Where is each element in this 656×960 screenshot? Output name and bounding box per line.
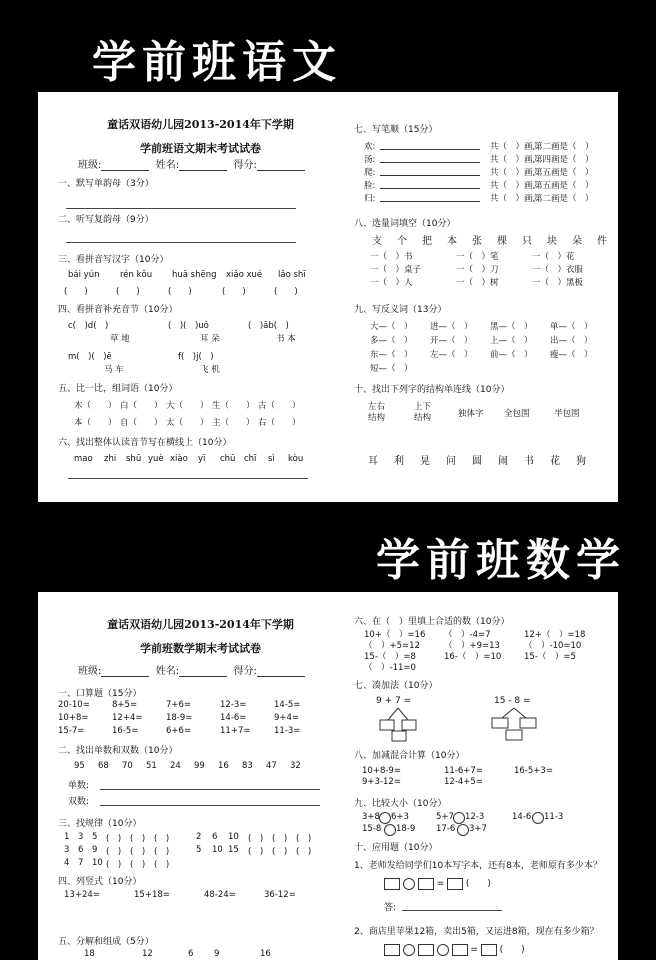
pattern-blank[interactable]: ( ) bbox=[296, 834, 312, 844]
oral-problem[interactable]: 7+6= bbox=[166, 700, 192, 710]
measure-word: 支 bbox=[372, 236, 383, 247]
measure-word: 件 bbox=[597, 236, 608, 247]
measure-blank[interactable]: 一（ ）笔 bbox=[456, 252, 499, 262]
section-3-title: 三、找规律（10分） bbox=[58, 819, 142, 829]
word: 草 地 bbox=[110, 334, 130, 344]
fill-problem[interactable]: 10+（ ）=16 bbox=[364, 630, 426, 640]
stroke-line[interactable] bbox=[380, 175, 480, 176]
structure-type[interactable]: 左右 结构 bbox=[368, 402, 386, 423]
stroke-char: 爬: bbox=[364, 168, 376, 178]
oral-problem[interactable]: 20-10= bbox=[58, 700, 90, 710]
number: 99 bbox=[194, 761, 205, 771]
pattern-blank[interactable]: ( ) bbox=[154, 860, 170, 870]
syllable: chī bbox=[244, 454, 257, 464]
structure-char[interactable]: 晃 bbox=[420, 456, 431, 467]
pattern-blank[interactable]: ( ) bbox=[130, 834, 146, 844]
number: 70 bbox=[122, 761, 133, 771]
structure-type[interactable]: 独体字 bbox=[458, 409, 484, 419]
antonym-item[interactable]: 瘦—（ ） bbox=[550, 350, 593, 360]
compare-left: 15-8 bbox=[362, 824, 382, 834]
measure-blank[interactable]: 一（ ）刀 bbox=[456, 265, 499, 275]
compare-item[interactable]: 右（ ） bbox=[258, 418, 301, 428]
compare-left: 14-6 bbox=[512, 812, 532, 822]
pattern-blank[interactable]: ( ) bbox=[130, 860, 146, 870]
measure-word: 张 bbox=[472, 236, 483, 247]
antonym-item[interactable]: 东—（ ） bbox=[370, 350, 413, 360]
equation-row bbox=[384, 942, 525, 956]
stroke-line[interactable] bbox=[380, 149, 480, 150]
oral-problem[interactable]: 10+8= bbox=[58, 713, 89, 723]
pattern-value: 7 bbox=[78, 858, 84, 868]
mixed-problem[interactable]: 16-5+3= bbox=[514, 766, 553, 776]
connector-line bbox=[398, 708, 408, 720]
oral-problem[interactable]: 18-9= bbox=[166, 713, 193, 723]
fill-problem[interactable]: 15-（ ）=8 bbox=[364, 652, 416, 662]
answer-line[interactable] bbox=[66, 208, 296, 209]
stroke-total[interactable]: 共（ ）画, bbox=[490, 142, 536, 152]
name-label: 姓名: bbox=[155, 160, 180, 171]
compare-circle[interactable] bbox=[384, 824, 396, 836]
measure-blank[interactable]: 一（ ）书 bbox=[370, 252, 413, 262]
compare-item[interactable]: 自（ ） bbox=[120, 418, 163, 428]
answer-box[interactable] bbox=[380, 720, 394, 730]
pattern-blank[interactable]: ( ) bbox=[272, 834, 288, 844]
score-field[interactable] bbox=[257, 667, 305, 677]
oral-problem[interactable]: 6+6= bbox=[166, 726, 192, 736]
structure-type[interactable]: 上下 结构 bbox=[414, 402, 432, 423]
class-label: 班级: bbox=[78, 160, 102, 171]
stroke-line[interactable] bbox=[380, 201, 480, 202]
measure-word: 只 bbox=[522, 236, 533, 247]
measure-blank[interactable]: 一（ ）人 bbox=[370, 278, 413, 288]
compare-item[interactable]: 太（ ） bbox=[166, 418, 209, 428]
school-title: 童话双语幼儿园2013-2014年下学期 bbox=[107, 118, 294, 131]
oral-problem[interactable]: 11+7= bbox=[220, 726, 251, 736]
operator-circle[interactable] bbox=[403, 878, 415, 890]
number: 51 bbox=[146, 761, 157, 771]
answer-paren[interactable]: ( ) bbox=[274, 287, 298, 297]
equation-row bbox=[384, 876, 491, 890]
section-10-title: 十、应用题（10分） bbox=[354, 843, 438, 853]
exam-title: 学前班数学期末考试试卷 bbox=[140, 642, 261, 655]
syllable: chū bbox=[220, 454, 236, 464]
pattern-blank[interactable]: ( ) bbox=[272, 847, 288, 857]
structure-char[interactable]: 闹 bbox=[498, 456, 509, 467]
pattern-blank[interactable]: ( ) bbox=[296, 847, 312, 857]
pattern-value: 3 bbox=[78, 832, 84, 842]
word-problem-2: 2、商店里苹果12箱，卖出5箱，又运进8箱，现在有多少箱？ bbox=[354, 927, 599, 937]
syllable: zhi bbox=[104, 454, 117, 464]
fill-problem[interactable]: 16-（ ）=10 bbox=[444, 652, 502, 662]
antonym-item[interactable]: 进—（ ） bbox=[430, 322, 473, 332]
antonym-item[interactable]: 左—（ ） bbox=[430, 350, 473, 360]
vertical-problem[interactable]: 48-24= bbox=[204, 890, 236, 900]
pattern-blank[interactable]: ( ) bbox=[106, 834, 122, 844]
measure-blank[interactable]: 一（ ）衣服 bbox=[532, 265, 584, 275]
section-6-title: 六、在（ ）里填上合适的数（10分） bbox=[354, 617, 510, 627]
make-ten-problem: 9 + 7 = bbox=[376, 696, 412, 706]
section-2-title: 二、找出单数和双数（10分） bbox=[58, 746, 178, 756]
decomp-number: 9 bbox=[214, 949, 220, 959]
operator-circle[interactable] bbox=[403, 944, 415, 956]
number-box[interactable] bbox=[418, 944, 434, 956]
answer-paren[interactable]: ( ) bbox=[116, 287, 140, 297]
decomp-number: 12 bbox=[142, 949, 153, 959]
syllable: sì bbox=[268, 454, 275, 464]
section-2-title: 二、听写复韵母（9分） bbox=[58, 215, 154, 225]
oral-problem[interactable]: 14-5= bbox=[274, 700, 301, 710]
score-label: 得分: bbox=[233, 160, 257, 171]
pattern-value: 6 bbox=[78, 845, 84, 855]
fill-problem[interactable]: （ ）+5=12 bbox=[364, 641, 420, 651]
name-label: 姓名: bbox=[155, 666, 180, 677]
equals-sign: = bbox=[470, 945, 478, 955]
compare-circle[interactable] bbox=[379, 812, 391, 824]
syllable: mao bbox=[74, 454, 93, 464]
measure-blank[interactable]: 一（ ）树 bbox=[456, 278, 499, 288]
pattern-blank[interactable]: ( ) bbox=[248, 834, 264, 844]
structure-char[interactable]: 书 bbox=[524, 456, 535, 467]
structure-char[interactable]: 圆 bbox=[472, 456, 483, 467]
section-9-title: 九、比较大小（10分） bbox=[354, 799, 447, 809]
section-1-title: 一、口算题（15分） bbox=[58, 689, 142, 699]
number-box[interactable] bbox=[452, 944, 468, 956]
structure-char[interactable]: 问 bbox=[446, 456, 457, 467]
stroke-char: 脸: bbox=[364, 181, 376, 191]
pattern-blank[interactable]: ( ) bbox=[106, 860, 122, 870]
pattern-value: 10 bbox=[228, 832, 239, 842]
section-5-title: 五、比一比，组词语（10分） bbox=[58, 384, 178, 394]
decomp-number: 18 bbox=[84, 949, 95, 959]
compare-item[interactable]: 大（ ） bbox=[166, 401, 209, 411]
answer-paren[interactable]: ( ) bbox=[168, 287, 192, 297]
answer-paren[interactable]: ( ) bbox=[222, 287, 246, 297]
stroke-char: 汤: bbox=[364, 155, 376, 165]
chinese-left-column bbox=[58, 92, 343, 502]
compare-item[interactable]: 本（ ） bbox=[74, 418, 117, 428]
pattern-blank[interactable]: ( ) bbox=[106, 847, 122, 857]
vertical-problem[interactable]: 15+18= bbox=[134, 890, 170, 900]
class-field[interactable] bbox=[101, 667, 149, 677]
structure-char[interactable]: 耳 bbox=[368, 456, 379, 467]
compare-circle[interactable] bbox=[457, 824, 469, 836]
pattern-value: 6 bbox=[212, 832, 218, 842]
number: 47 bbox=[266, 761, 277, 771]
oral-problem[interactable]: 12-3= bbox=[220, 700, 247, 710]
even-label: 双数: bbox=[68, 797, 90, 807]
stroke-char: 归: bbox=[364, 194, 376, 204]
fill-problem[interactable]: （ ）-10=10 bbox=[524, 641, 582, 651]
word: 马 车 bbox=[104, 365, 124, 375]
make-ten-diagram bbox=[484, 706, 544, 742]
info-row bbox=[78, 156, 305, 171]
name-field[interactable] bbox=[179, 161, 227, 171]
number: 95 bbox=[74, 761, 85, 771]
answer-box[interactable] bbox=[402, 720, 416, 730]
syllable: yuè bbox=[148, 454, 164, 464]
answer-box[interactable] bbox=[392, 731, 406, 741]
pattern-value: 10 bbox=[212, 845, 223, 855]
compare-left: 3+8 bbox=[362, 812, 380, 822]
score-label: 得分: bbox=[233, 666, 257, 677]
compare-circle[interactable] bbox=[532, 812, 544, 824]
section-3-title: 三、看拼音写汉字（10分） bbox=[58, 255, 169, 265]
antonym-item[interactable]: 单—（ ） bbox=[550, 322, 593, 332]
mixed-problem[interactable]: 11-6+7= bbox=[444, 766, 483, 776]
pinyin: bái yún bbox=[68, 270, 100, 280]
decomp-number: 16 bbox=[260, 949, 271, 959]
answer-label: 答: bbox=[384, 903, 397, 913]
section-7-title: 七、写笔顺（15分） bbox=[354, 125, 438, 135]
stroke-total[interactable]: 共（ ）画, bbox=[490, 155, 536, 165]
syllable: yī bbox=[198, 454, 206, 464]
compare-left: 5+7 bbox=[436, 812, 454, 822]
stroke-nth[interactable]: 第二画是（ ） bbox=[534, 194, 594, 204]
word: 飞 机 bbox=[200, 365, 220, 375]
measure-word: 朵 bbox=[572, 236, 583, 247]
connector-line bbox=[388, 708, 398, 720]
unit-paren[interactable]: ( ) bbox=[465, 879, 491, 889]
stroke-nth[interactable]: 第二画是（ ） bbox=[534, 142, 594, 152]
structure-char[interactable]: 狗 bbox=[576, 456, 587, 467]
section-1-title: 一、默写单韵母（3分） bbox=[58, 179, 154, 189]
section-6-title: 六、找出整体认读音节写在横线上（10分） bbox=[58, 438, 232, 448]
oral-problem[interactable]: 11-3= bbox=[274, 726, 301, 736]
answer-box[interactable] bbox=[492, 718, 508, 728]
syllable-blank[interactable]: m( )( )ē bbox=[68, 352, 112, 362]
pinyin: xiǎo xué bbox=[226, 270, 263, 280]
antonym-item[interactable]: 上—（ ） bbox=[490, 336, 533, 346]
pattern-value: 5 bbox=[92, 832, 98, 842]
number: 68 bbox=[98, 761, 109, 771]
connector-line bbox=[514, 708, 526, 718]
pattern-value: 4 bbox=[64, 858, 70, 868]
section-4-title: 四、看拼音补充音节（10分） bbox=[58, 305, 178, 315]
fill-problem[interactable]: 15-（ ）=5 bbox=[524, 652, 576, 662]
equals-sign: = bbox=[436, 879, 445, 889]
antonym-item[interactable]: 短—（ ） bbox=[370, 364, 413, 374]
number-box[interactable] bbox=[384, 878, 400, 890]
pattern-value: 9 bbox=[92, 845, 98, 855]
word: 耳 朵 bbox=[200, 334, 220, 344]
antonym-item[interactable]: 开—（ ） bbox=[430, 336, 473, 346]
compare-right: 18-9 bbox=[396, 824, 416, 834]
compare-right: 12-3 bbox=[465, 812, 485, 822]
make-ten-diagram bbox=[372, 706, 432, 742]
compare-circle[interactable] bbox=[453, 812, 465, 824]
number: 83 bbox=[242, 761, 253, 771]
pattern-value: 1 bbox=[64, 832, 70, 842]
syllable: xiào bbox=[170, 454, 188, 464]
word-problem-1: 1、老师发给同学们10本写字本，还有8本，老师原有多少本？ bbox=[354, 861, 602, 871]
syllable-blank[interactable]: ( )( )uǒ bbox=[168, 321, 209, 331]
answer-paren[interactable]: ( ) bbox=[64, 287, 88, 297]
oral-problem[interactable]: 12+4= bbox=[112, 713, 143, 723]
math-exam-sheet bbox=[38, 592, 618, 960]
info-row bbox=[78, 662, 305, 677]
oral-problem[interactable]: 15-7= bbox=[58, 726, 85, 736]
answer-line[interactable] bbox=[402, 910, 502, 911]
compare-right: 11-3 bbox=[544, 812, 564, 822]
measure-word: 把 bbox=[422, 236, 433, 247]
compare-right: 6+3 bbox=[391, 812, 409, 822]
number-box[interactable] bbox=[384, 944, 400, 956]
number-box[interactable] bbox=[418, 878, 434, 890]
number-box[interactable] bbox=[447, 878, 463, 890]
vertical-problem[interactable]: 13+24= bbox=[64, 890, 100, 900]
section-10-title: 十、找出下列字的结构单连线（10分） bbox=[354, 385, 510, 395]
score-field[interactable] bbox=[257, 161, 305, 171]
syllable: shū bbox=[126, 454, 142, 464]
pinyin: lǎo shī bbox=[278, 270, 306, 280]
pattern-blank[interactable]: ( ) bbox=[154, 847, 170, 857]
oral-problem[interactable]: 8+5= bbox=[112, 700, 138, 710]
structure-char[interactable]: 花 bbox=[550, 456, 561, 467]
connector-line bbox=[502, 708, 514, 718]
pattern-blank[interactable]: ( ) bbox=[130, 847, 146, 857]
fill-problem[interactable]: （ ）-11=0 bbox=[364, 663, 416, 673]
compare-right: 3+7 bbox=[469, 824, 487, 834]
stroke-nth[interactable]: 第五画是（ ） bbox=[534, 181, 594, 191]
decomp-number: 6 bbox=[188, 949, 194, 959]
math-right-column bbox=[354, 592, 609, 960]
number: 16 bbox=[218, 761, 229, 771]
answer-line[interactable] bbox=[68, 478, 308, 479]
section-8-title: 八、选量词填空（10分） bbox=[354, 219, 456, 229]
unit-paren[interactable]: ( ) bbox=[499, 945, 525, 955]
pattern-value: 5 bbox=[196, 845, 202, 855]
make-ten-problem: 15 - 8 = bbox=[494, 696, 531, 706]
stroke-nth[interactable]: 第四画是（ ） bbox=[534, 155, 594, 165]
operator-circle[interactable] bbox=[437, 944, 449, 956]
stroke-line[interactable] bbox=[380, 188, 480, 189]
mixed-problem[interactable]: 9+3-12= bbox=[362, 777, 401, 787]
measure-word: 本 bbox=[447, 236, 458, 247]
stroke-total[interactable]: 共（ ）画, bbox=[490, 168, 536, 178]
syllable-blank[interactable]: f( )j( ) bbox=[178, 352, 214, 362]
structure-type[interactable]: 半包围 bbox=[554, 409, 580, 419]
measure-word: 棵 bbox=[497, 236, 508, 247]
oral-problem[interactable]: 9+4= bbox=[274, 713, 300, 723]
fill-problem[interactable]: 12+（ ）=18 bbox=[524, 630, 586, 640]
oral-problem[interactable]: 14-6= bbox=[220, 713, 247, 723]
pinyin: rén kǒu bbox=[120, 270, 153, 280]
number: 24 bbox=[170, 761, 181, 771]
measure-word: 个 bbox=[397, 236, 408, 247]
compare-item[interactable]: 生（ ） bbox=[212, 401, 255, 411]
pattern-blank[interactable]: ( ) bbox=[154, 834, 170, 844]
measure-blank[interactable]: 一（ ）桌子 bbox=[370, 265, 422, 275]
syllable-blank[interactable]: ( )āb( ) bbox=[248, 321, 289, 331]
odd-answer-line[interactable] bbox=[100, 789, 320, 790]
vertical-problem[interactable]: 36-12= bbox=[264, 890, 296, 900]
structure-type[interactable]: 全包围 bbox=[504, 409, 530, 419]
word: 书 本 bbox=[276, 334, 296, 344]
antonym-item[interactable]: 大—（ ） bbox=[370, 322, 413, 332]
compare-item[interactable]: 古（ ） bbox=[258, 401, 301, 411]
name-field[interactable] bbox=[179, 667, 227, 677]
stroke-line[interactable] bbox=[380, 162, 480, 163]
compare-item[interactable]: 主（ ） bbox=[212, 418, 255, 428]
exam-title: 学前班语文期末考试试卷 bbox=[140, 142, 261, 155]
syllable: kòu bbox=[288, 454, 304, 464]
mixed-problem[interactable]: 12-4+5= bbox=[444, 777, 483, 787]
section-7-title: 七、凑加法（10分） bbox=[354, 681, 438, 691]
structure-char[interactable]: 利 bbox=[394, 456, 405, 467]
school-title: 童话双语幼儿园2013-2014年下学期 bbox=[107, 618, 294, 631]
measure-blank[interactable]: 一（ ）花 bbox=[532, 252, 575, 262]
fill-problem[interactable]: （ ）+9=13 bbox=[444, 641, 500, 651]
compare-item[interactable]: 木（ ） bbox=[74, 401, 117, 411]
answer-box[interactable] bbox=[520, 718, 536, 728]
stroke-char: 欢: bbox=[364, 142, 376, 152]
section-4-title: 四、列竖式（10分） bbox=[58, 877, 142, 887]
answer-line[interactable] bbox=[66, 242, 296, 243]
stroke-nth[interactable]: 第五画是（ ） bbox=[534, 168, 594, 178]
chinese-exam-sheet bbox=[38, 92, 618, 502]
mixed-problem[interactable]: 10+8-9= bbox=[362, 766, 401, 776]
pattern-value: 2 bbox=[196, 832, 202, 842]
pattern-blank[interactable]: ( ) bbox=[248, 847, 264, 857]
measure-blank[interactable]: 一（ ）黑板 bbox=[532, 278, 584, 288]
math-left-column bbox=[58, 592, 343, 960]
section-8-title: 八、加减混合计算（10分） bbox=[354, 751, 465, 761]
odd-label: 单数: bbox=[68, 781, 90, 791]
antonym-item[interactable]: 黑—（ ） bbox=[490, 322, 533, 332]
stroke-total[interactable]: 共（ ）画, bbox=[490, 194, 536, 204]
antonym-item[interactable]: 出—（ ） bbox=[550, 336, 593, 346]
stroke-total[interactable]: 共（ ）画, bbox=[490, 181, 536, 191]
fill-problem[interactable]: （ ）-4=7 bbox=[444, 630, 491, 640]
number: 32 bbox=[290, 761, 301, 771]
chinese-right-column bbox=[354, 92, 609, 502]
pattern-value: 15 bbox=[228, 845, 239, 855]
class-label: 班级: bbox=[78, 666, 102, 677]
class-field[interactable] bbox=[101, 161, 149, 171]
oral-problem[interactable]: 16-5= bbox=[112, 726, 139, 736]
compare-item[interactable]: 白（ ） bbox=[120, 401, 163, 411]
antonym-item[interactable]: 多—（ ） bbox=[370, 336, 413, 346]
measure-word: 块 bbox=[547, 236, 558, 247]
number-box[interactable] bbox=[481, 944, 497, 956]
answer-box[interactable] bbox=[506, 730, 522, 740]
section-5-title: 五、分解和组成（5分） bbox=[58, 937, 154, 947]
even-answer-line[interactable] bbox=[100, 805, 320, 806]
banner-math-title: 学前班数学 bbox=[376, 535, 626, 586]
compare-left: 17-6 bbox=[436, 824, 456, 834]
syllable-blank[interactable]: c( )d( ) bbox=[68, 321, 109, 331]
pattern-value: 3 bbox=[64, 845, 70, 855]
section-9-title: 九、写反义词（13分） bbox=[354, 305, 447, 315]
pattern-value: 10 bbox=[92, 858, 103, 868]
pinyin: huā shēng bbox=[172, 270, 217, 280]
antonym-item[interactable]: 前—（ ） bbox=[490, 350, 533, 360]
banner-chinese-title: 学前班语文 bbox=[92, 37, 342, 88]
